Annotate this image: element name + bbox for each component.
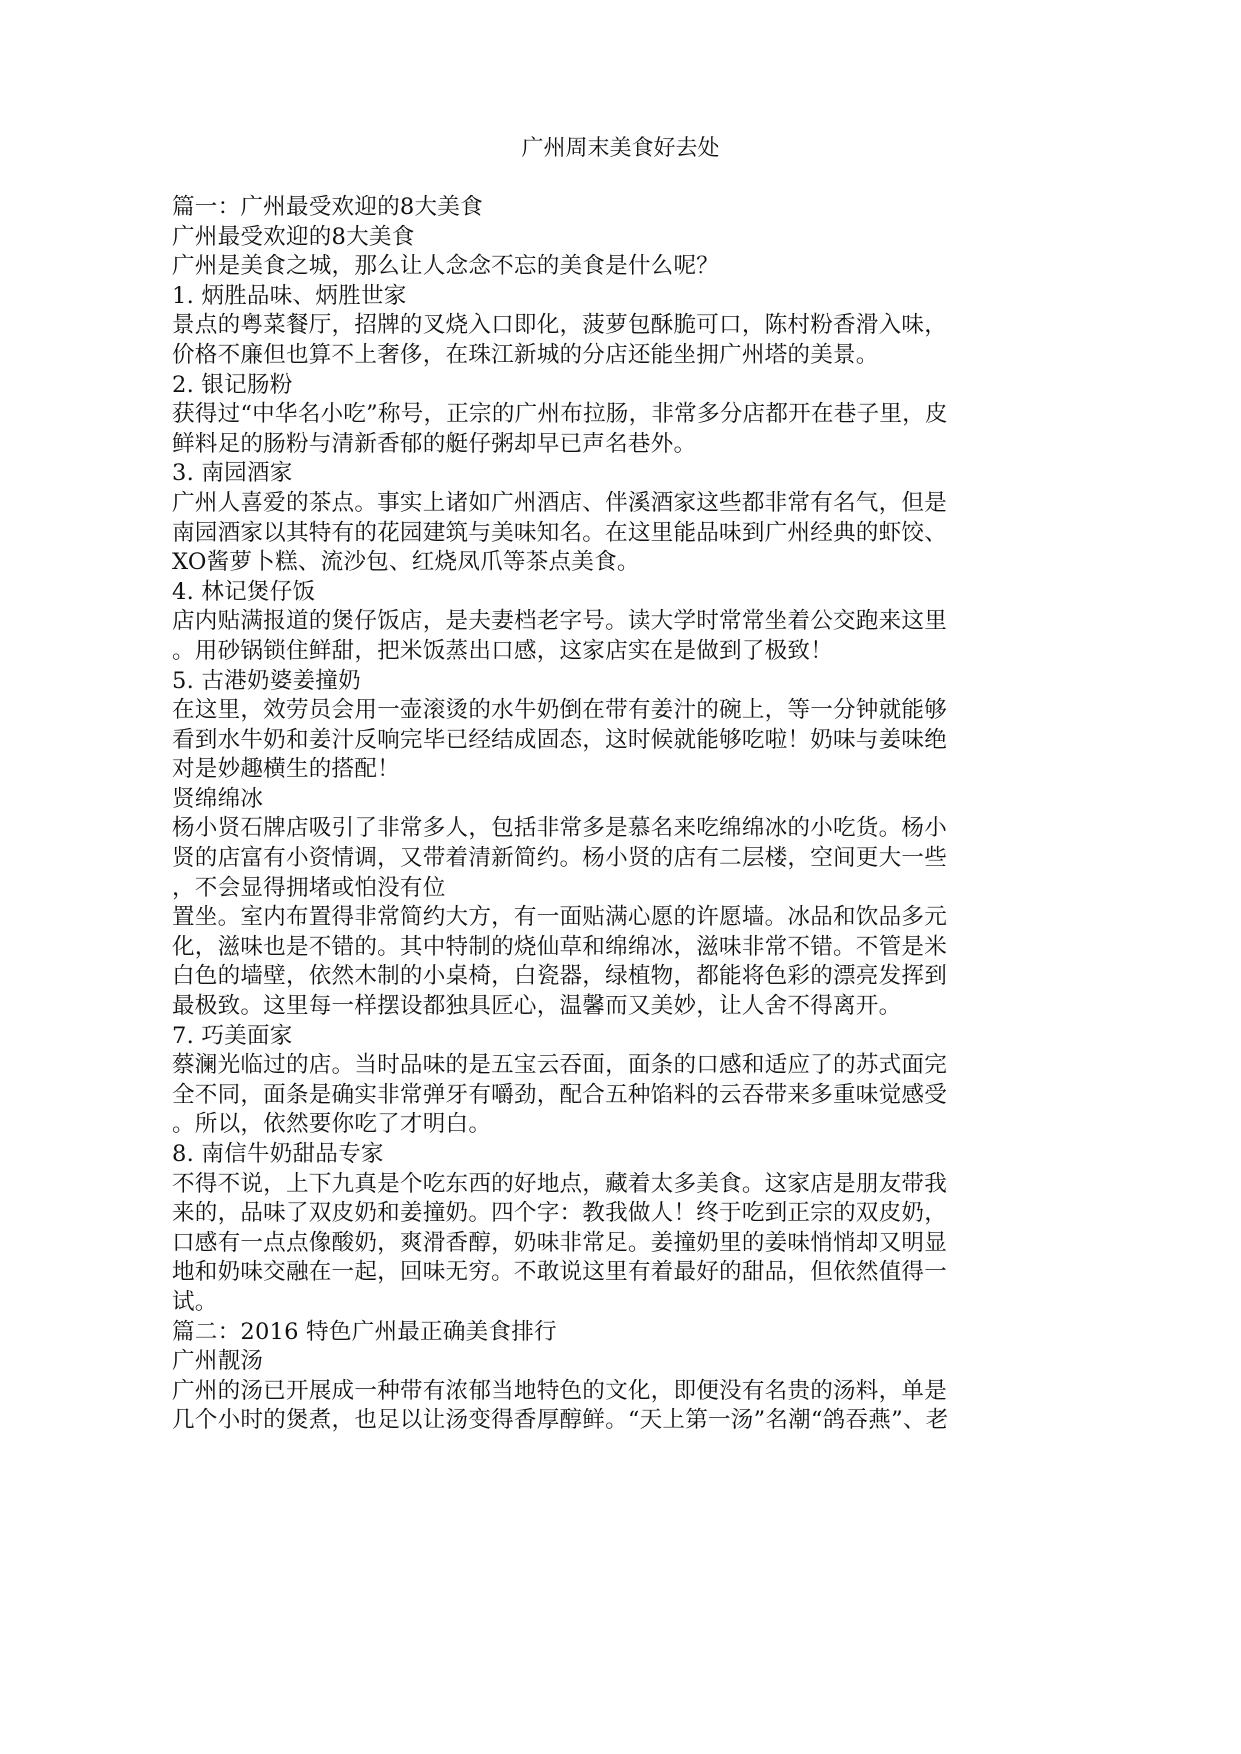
document-title: 广州周末美食好去处 (521, 136, 720, 161)
text-line: 5. 古港奶婆姜撞奶 (172, 667, 361, 694)
text-line: 全不同，面条是确实非常弹牙有嚼劲，配合五种馅料的云吞带来多重味觉感受 (172, 1081, 947, 1108)
text-line: 白色的墙壁，依然木制的小桌椅，白瓷器，绿植物，都能将色彩的漂亮发挥到 (172, 963, 947, 990)
text-line: 地和奶味交融在一起，回味无穷。不敢说这里有着最好的甜品，但依然值得一 (172, 1259, 947, 1286)
text-line: 7. 巧美面家 (172, 1022, 293, 1049)
text-line: 。所以，依然要你吃了才明白。 (172, 1111, 492, 1138)
text-line: 篇一：广州最受欢迎的8大美食 (172, 194, 483, 220)
text-line: 南园酒家以其特有的花园建筑与美味知名。在这里能品味到广州经典的虾饺、 (172, 519, 947, 546)
text-line: 广州的汤已开展成一种带有浓郁当地特色的文化，即便没有名贵的汤料，单是 (172, 1377, 947, 1404)
text-line: 广州是美食之城，那么让人念念不忘的美食是什么呢？ (172, 253, 720, 280)
text-line: 价格不廉但也算不上奢侈，在珠江新城的分店还能坐拥广州塔的美景。 (172, 341, 879, 368)
text-line: 4. 林记煲仔饭 (172, 578, 316, 605)
text-line: XO酱萝卜糕、流沙包、红烧凤爪等茶点美食。 (172, 549, 640, 576)
text-line: 鲜料足的肠粉与清新香郁的艇仔粥却早已声名巷外。 (172, 430, 697, 457)
text-line: 篇二：2016 特色广州最正确美食排行 (172, 1318, 557, 1345)
text-line: 广州人喜爱的茶点。事实上诸如广州酒店、伴溪酒家这些都非常有名气，但是 (172, 489, 947, 516)
text-line: 蔡澜光临过的店。当时品味的是五宝云吞面，面条的口感和适应了的苏式面完 (172, 1052, 947, 1079)
text-line: 在这里，效劳员会用一壶滚烫的水牛奶倒在带有姜汁的碗上，等一分钟就能够 (172, 697, 947, 724)
text-line: 获得过“中华名小吃”称号，正宗的广州布拉肠，非常多分店都开在巷子里，皮 (172, 401, 948, 428)
text-line: 来的，品味了双皮奶和姜撞奶。四个字：教我做人！终于吃到正宗的双皮奶， (172, 1200, 947, 1227)
text-line: 化，滋味也是不错的。其中特制的烧仙草和绵绵冰，滋味非常不错。不管是米 (172, 933, 947, 960)
text-line: 店内贴满报道的煲仔饭店，是夫妻档老字号。读大学时常常坐着公交跑来这里 (172, 608, 947, 635)
text-line: 3. 南园酒家 (172, 460, 293, 487)
text-line: 贤的店富有小资情调，又带着清新简约。杨小贤的店有二层楼，空间更大一些 (172, 845, 947, 872)
text-line: 不得不说，上下九真是个吃东西的好地点，藏着太多美食。这家店是朋友带我 (172, 1170, 947, 1197)
document-body (172, 193, 949, 1436)
text-line: 置坐。室内布置得非常简约大方，有一面贴满心愿的许愿墙。冰品和饮品多元 (172, 904, 947, 931)
text-line: 。用砂锅锁住鲜甜，把米饭蒸出口感，这家店实在是做到了极致！ (172, 637, 834, 664)
text-line: 广州最受欢迎的8大美食 (172, 223, 415, 250)
text-line: 几个小时的煲煮，也足以让汤变得香厚醇鲜。“天上第一汤”名潮“鸽吞燕”、老 (172, 1407, 949, 1434)
text-line: 看到水牛奶和姜汁反响完毕已经结成固态，这时候就能够吃啦！奶味与姜味绝 (172, 726, 947, 753)
text-line: 最极致。这里每一样摆设都独具匠心，温馨而又美妙，让人舍不得离开。 (172, 993, 902, 1020)
text-line: ，不会显得拥堵或怕没有位 (172, 874, 446, 901)
text-line: 杨小贤石牌店吸引了非常多人，包括非常多是慕名来吃绵绵冰的小吃货。杨小 (172, 815, 947, 842)
text-line: 试。 (172, 1288, 218, 1315)
text-line: 口感有一点点像酸奶，爽滑香醇，奶味非常足。姜撞奶里的姜味悄悄却又明显 (172, 1229, 947, 1256)
text-line: 景点的粤菜餐厅，招牌的叉烧入口即化，菠萝包酥脆可口，陈村粉香滑入味， (172, 312, 947, 339)
text-line: 1. 炳胜品味、炳胜世家 (172, 282, 407, 309)
text-line: 8. 南信牛奶甜品专家 (172, 1141, 384, 1167)
text-line: 贤绵绵冰 (172, 785, 264, 812)
text-line: 对是妙趣横生的搭配！ (172, 756, 400, 783)
text-line: 广州靓汤 (172, 1348, 264, 1375)
text-line: 2. 银记肠粉 (172, 371, 293, 398)
